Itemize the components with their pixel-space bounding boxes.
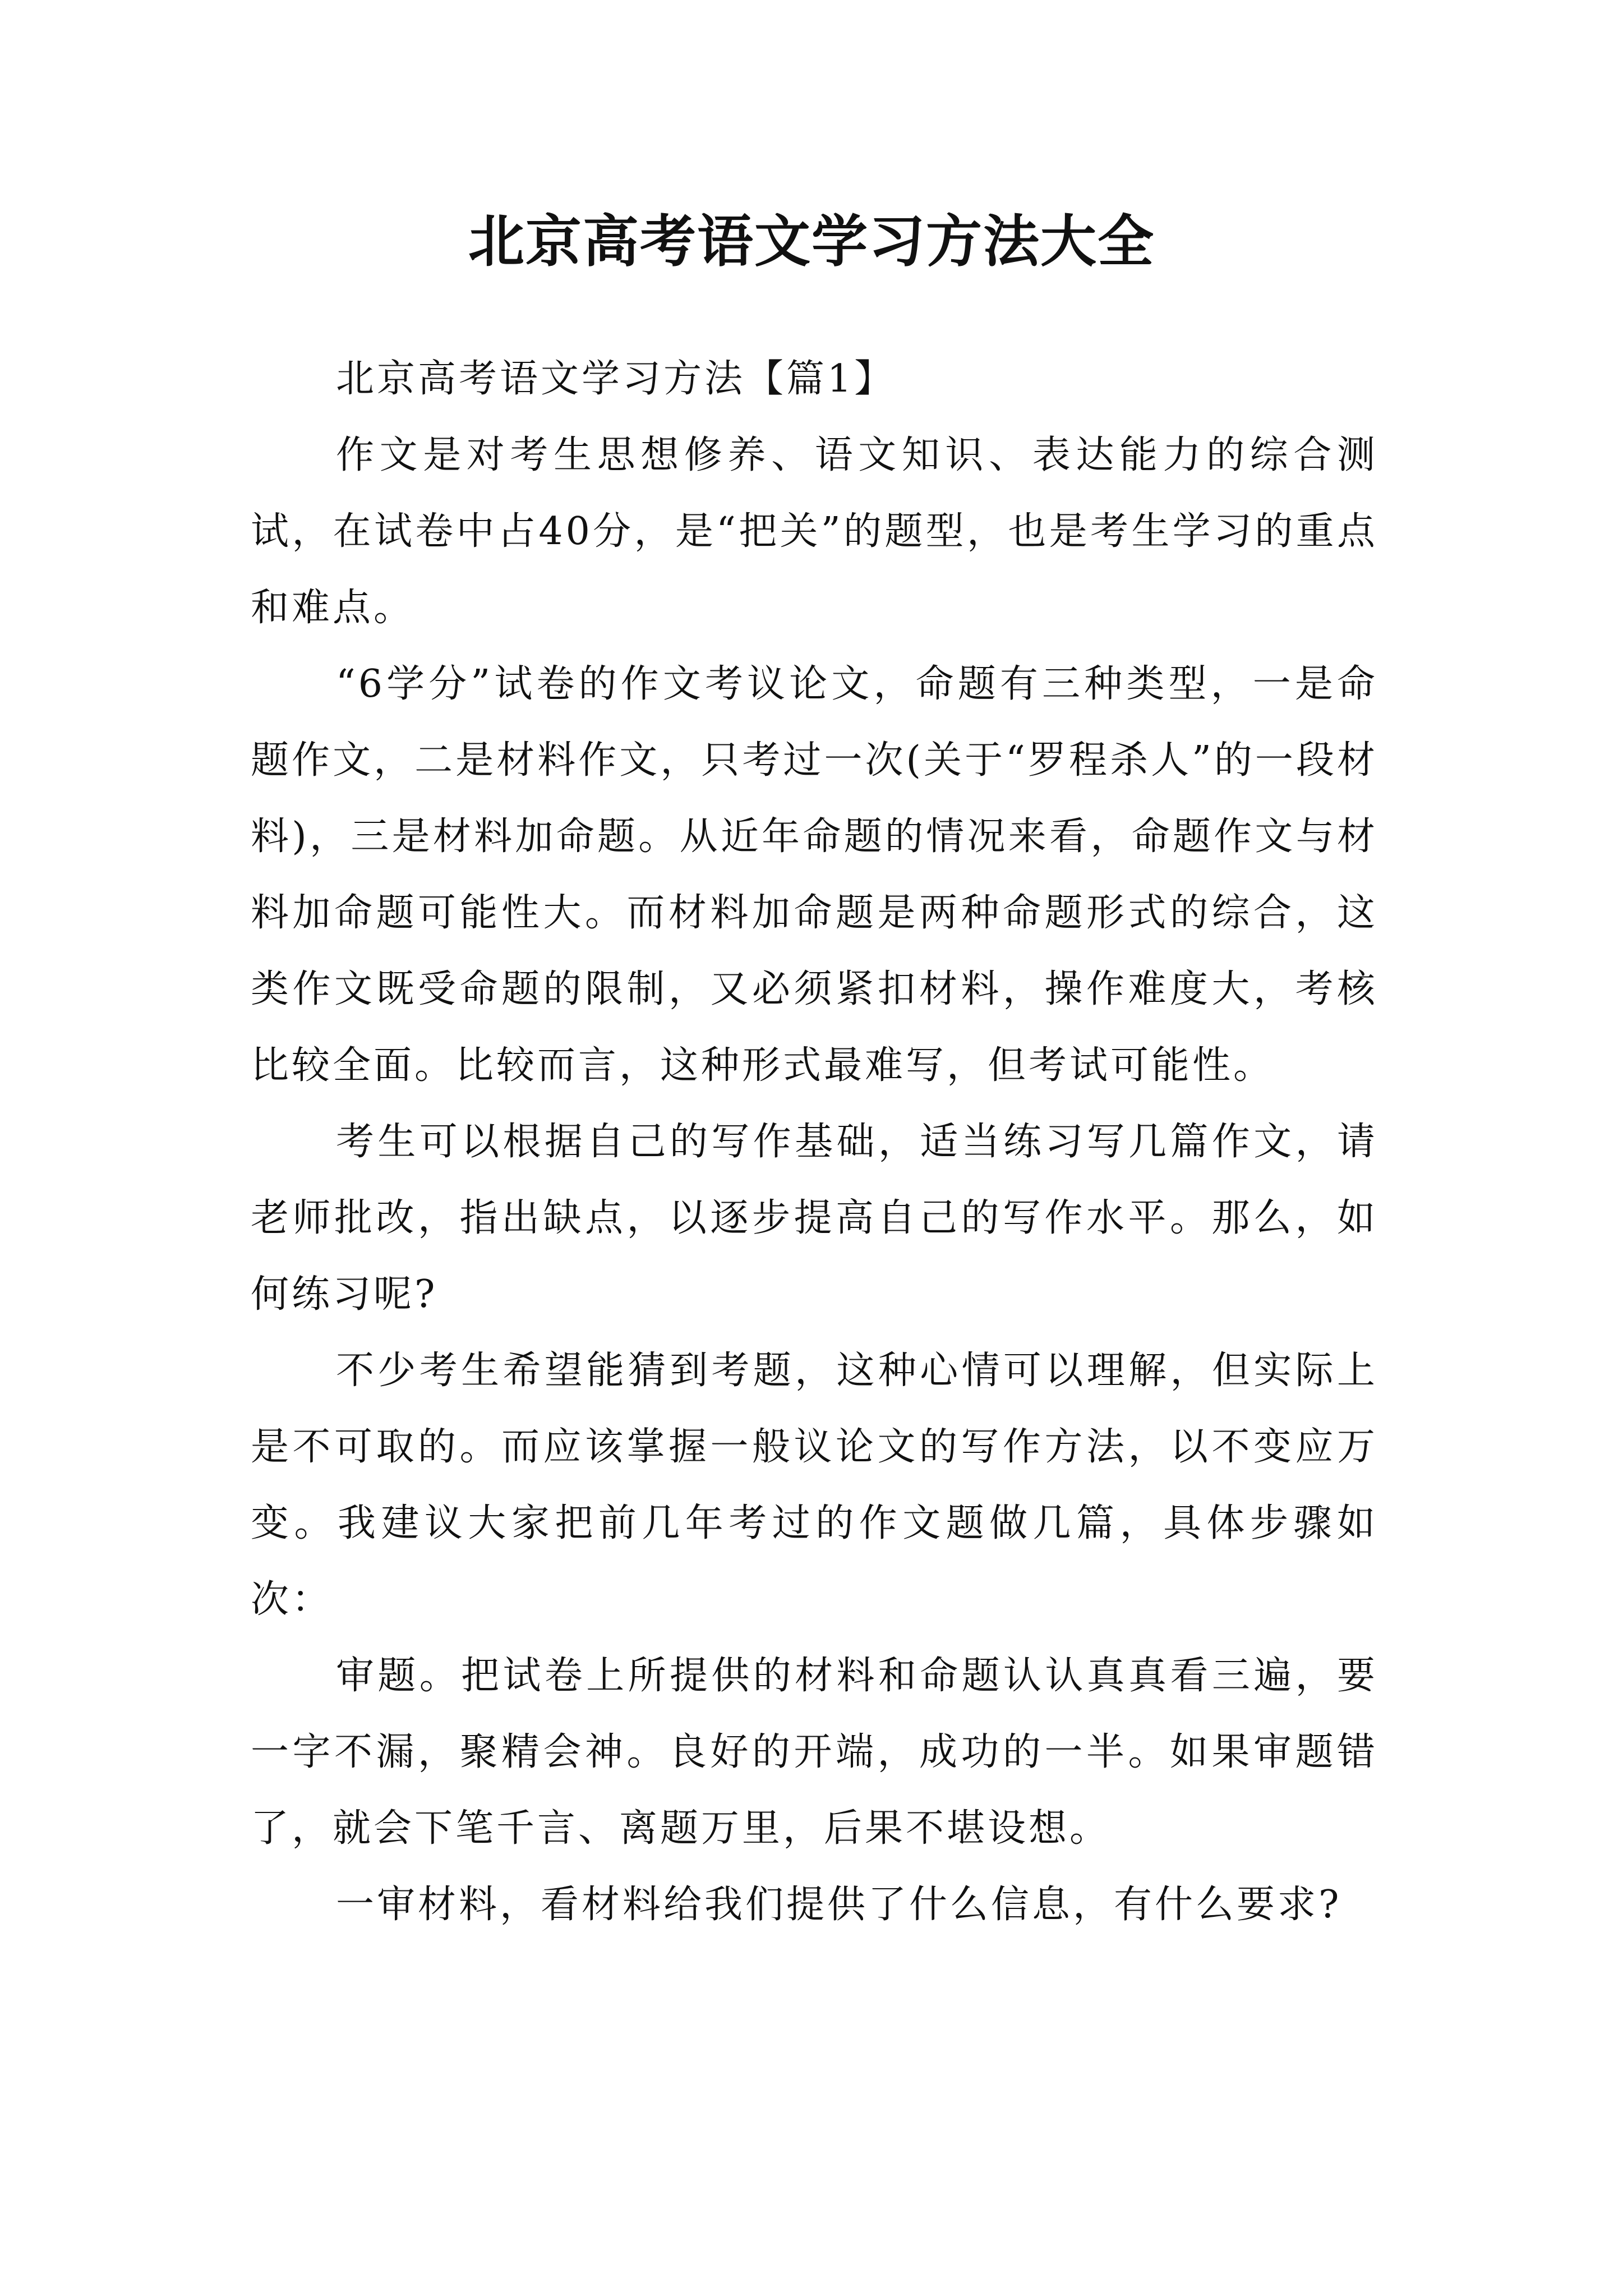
document-title: 北京高考语文学习方法大全: [468, 208, 1155, 274]
paragraph: 审题。把试卷上所提供的材料和命题认认真真看三遍，要一字不漏，聚精会神。良好的开端，成功的一半。如果审题错了，就会下笔千言、离题万里，后果不堪设想。: [251, 1654, 1378, 1851]
paragraph: “6学分”试卷的作文考议论文，命题有三种类型，一是命题作文，二是材料作文，只考过一次(关于“罗程杀人”的一段材料)，三是材料加命题。从近年命题的情况来看，命题作文与材料加命题可能性大。而材料加命题是两种命题形式的综合，这类作文既受命题的限制，又必须紧扣材料，操作难度大，考核比较全面。比较而言，这种形式最难写，但考试可能性。: [251, 662, 1378, 1088]
section-heading: 北京高考语文学习方法【篇1】: [336, 357, 896, 401]
document-body: [251, 341, 1378, 1943]
paragraph: 作文是对考生思想修养、语文知识、表达能力的综合测试，在试卷中占40分，是“把关”的题型，也是考生学习的重点和难点。: [251, 433, 1378, 630]
paragraph: 不少考生希望能猜到考题，这种心情可以理解，但实际上是不可取的。而应该掌握一般议论文的写作方法，以不变应万变。我建议大家把前几年考过的作文题做几篇，具体步骤如次：: [251, 1349, 1378, 1622]
paragraph: 考生可以根据自己的写作基础，适当练习写几篇作文，请老师批改，指出缺点，以逐步提高自己的写作水平。那么，如何练习呢?: [251, 1120, 1378, 1317]
paragraph: 一审材料，看材料给我们提供了什么信息，有什么要求?: [336, 1883, 1342, 1927]
